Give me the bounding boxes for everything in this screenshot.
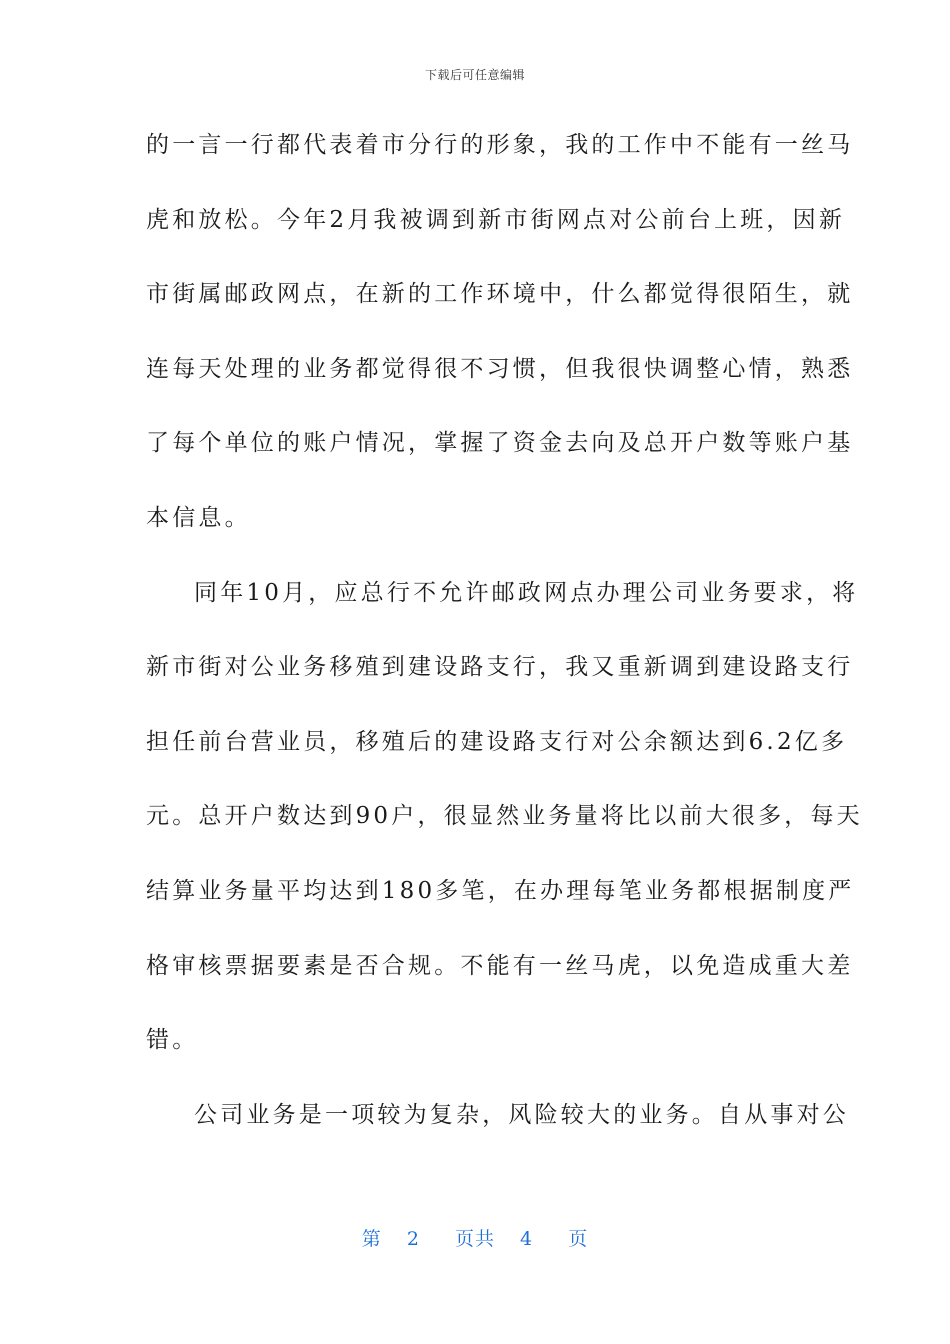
text-line: 结算业务量平均达到180多笔，在办理每笔业务都根据制度严 [146,877,855,904]
text-line: 错。 [146,1027,199,1054]
text-line: 新市街对公业务移殖到建设路支行，我又重新调到建设路支行 [146,654,854,681]
text-line: 虎和放松。今年2月我被调到新市街网点对公前台上班，因新 [146,206,846,233]
footer-total-pages: 4 [520,1228,534,1250]
document-body [146,120,863,1164]
text-line: 元。总开户数达到90户，很显然业务量将比以前大很多，每天 [146,803,863,830]
footer-prefix: 第 [361,1228,382,1250]
footer-suffix: 页 [568,1228,589,1250]
page-footer [0,1224,950,1251]
paragraph-start-line: 公司业务是一项较为复杂，风险较大的业务。自从事对公 [194,1101,849,1128]
footer-middle: 页共 [454,1228,495,1250]
text-line: 本信息。 [146,504,251,531]
page-header-note: 下载后可任意编辑 [424,68,525,82]
text-line: 市街属邮政网点，在新的工作环境中，什么都觉得很陌生，就 [146,281,854,308]
footer-page-number: 2 [406,1228,420,1250]
text-line: 格审核票据要素是否合规。不能有一丝马虎，以免造成重大差 [146,952,854,979]
text-line: 了每个单位的账户情况，掌握了资金去向及总开户数等账户基 [146,430,854,457]
paragraph-start-line: 同年10月，应总行不允许邮政网点办理公司业务要求，将 [194,579,859,606]
text-line: 的一言一行都代表着市分行的形象，我的工作中不能有一丝马 [146,132,854,158]
text-line: 担任前台营业员，移殖后的建设路支行对公余额达到6.2亿多 [146,728,848,755]
text-line: 连每天处理的业务都觉得很不习惯，但我很快调整心情，熟悉 [146,355,854,382]
